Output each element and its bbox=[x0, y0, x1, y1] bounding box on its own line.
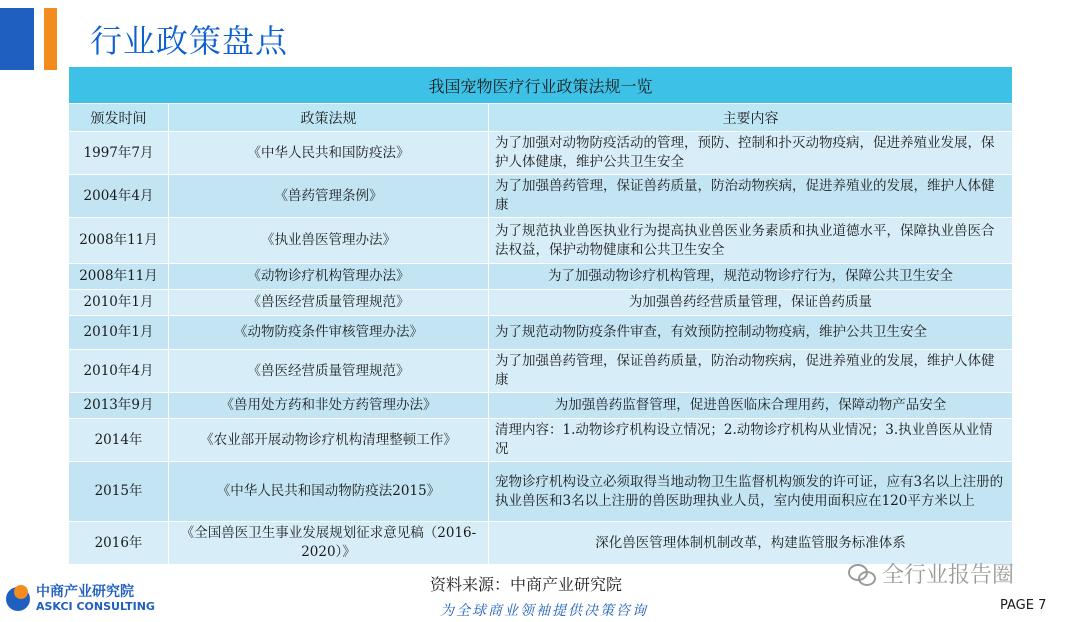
row-date: 2016年 bbox=[69, 522, 169, 565]
accent-bar-blue bbox=[0, 8, 34, 70]
company-logo bbox=[6, 584, 155, 613]
row-date: 2010年4月 bbox=[69, 350, 169, 393]
row-date: 2008年11月 bbox=[69, 218, 169, 264]
row-law: 《全国兽医卫生事业发展规划征求意见稿（2016-2020）》 bbox=[169, 522, 489, 565]
table-row bbox=[69, 290, 1013, 316]
company-logo-icon bbox=[6, 587, 30, 611]
column-header-date: 颁发时间 bbox=[69, 104, 169, 132]
row-content: 为了加强动物诊疗机构管理，规范动物诊疗行为，保障公共卫生安全 bbox=[489, 264, 1013, 290]
row-law: 《兽药管理条例》 bbox=[169, 175, 489, 218]
table-row bbox=[69, 132, 1013, 175]
row-law: 《兽用处方药和非处方药管理办法》 bbox=[169, 393, 489, 419]
row-date: 2004年4月 bbox=[69, 175, 169, 218]
row-date: 2010年1月 bbox=[69, 290, 169, 316]
row-content: 为了加强对动物防疫活动的管理，预防、控制和扑灭动物疫病，促进养殖业发展，保护人体健康，维护公共卫生安全 bbox=[489, 132, 1013, 175]
row-content: 为了规范动物防疫条件审查，有效预防控制动物疫病，维护公共卫生安全 bbox=[489, 316, 1013, 350]
row-date: 2008年11月 bbox=[69, 264, 169, 290]
row-law: 《中华人民共和国动物防疫法2015》 bbox=[169, 462, 489, 522]
row-law: 《中华人民共和国防疫法》 bbox=[169, 132, 489, 175]
column-header-law: 政策法规 bbox=[169, 104, 489, 132]
row-content: 为加强兽药经营质量管理，保证兽药质量 bbox=[489, 290, 1013, 316]
table-row bbox=[69, 419, 1013, 462]
table-row bbox=[69, 316, 1013, 350]
table-row bbox=[69, 264, 1013, 290]
row-content: 深化兽医管理体制机制改革，构建监管服务标准体系 bbox=[489, 522, 1013, 565]
page-title: 行业政策盘点 bbox=[90, 22, 289, 60]
table-row bbox=[69, 462, 1013, 522]
row-content: 清理内容：1.动物诊疗机构设立情况；2.动物诊疗机构从业情况；3.执业兽医从业情况 bbox=[489, 419, 1013, 462]
row-content: 为加强兽药监督管理，促进兽医临床合理用药，保障动物产品安全 bbox=[489, 393, 1013, 419]
page-number: PAGE 7 bbox=[1000, 598, 1047, 613]
watermark-text: 全行业报告圈 bbox=[882, 563, 1015, 588]
row-law: 《兽医经营质量管理规范》 bbox=[169, 290, 489, 316]
row-date: 2013年9月 bbox=[69, 393, 169, 419]
table-row bbox=[69, 393, 1013, 419]
row-law: 《动物诊疗机构管理办法》 bbox=[169, 264, 489, 290]
row-date: 2010年1月 bbox=[69, 316, 169, 350]
table-row bbox=[69, 350, 1013, 393]
table-caption: 我国宠物医疗行业政策法规一览 bbox=[69, 67, 1013, 104]
slogan: 为全球商业领袖提供决策咨询 bbox=[440, 603, 648, 619]
logo-text-en: ASKCI CONSULTING bbox=[36, 600, 155, 613]
table-row bbox=[69, 175, 1013, 218]
row-law: 《执业兽医管理办法》 bbox=[169, 218, 489, 264]
row-content: 为了加强兽药管理，保证兽药质量，防治动物疾病，促进养殖业的发展，维护人体健康 bbox=[489, 350, 1013, 393]
row-content: 为了加强兽药管理，保证兽药质量，防治动物疾病，促进养殖业的发展，维护人体健康 bbox=[489, 175, 1013, 218]
wechat-icon bbox=[848, 562, 876, 586]
policy-table-wrapper bbox=[68, 66, 1012, 565]
watermark bbox=[848, 558, 1014, 589]
row-date: 2015年 bbox=[69, 462, 169, 522]
row-law: 《动物防疫条件审核管理办法》 bbox=[169, 316, 489, 350]
source-note: 资料来源：中商产业研究院 bbox=[430, 575, 623, 594]
row-date: 2014年 bbox=[69, 419, 169, 462]
policy-table bbox=[68, 66, 1013, 565]
row-law: 《兽医经营质量管理规范》 bbox=[169, 350, 489, 393]
column-header-content: 主要内容 bbox=[489, 104, 1013, 132]
row-content: 宠物诊疗机构设立必须取得当地动物卫生监督机构颁发的许可证，应有3名以上注册的执业兽医和3名以上注册的兽医助理执业人员，室内使用面积应在120平方米以上 bbox=[489, 462, 1013, 522]
row-law: 《农业部开展动物诊疗机构清理整顿工作》 bbox=[169, 419, 489, 462]
table-row bbox=[69, 218, 1013, 264]
row-date: 1997年7月 bbox=[69, 132, 169, 175]
row-content: 为了规范执业兽医执业行为提高执业兽医业务素质和执业道德水平，保障执业兽医合法权益，保护动物健康和公共卫生安全 bbox=[489, 218, 1013, 264]
logo-text-cn: 中商产业研究院 bbox=[36, 584, 134, 600]
accent-bar-orange bbox=[44, 8, 57, 70]
